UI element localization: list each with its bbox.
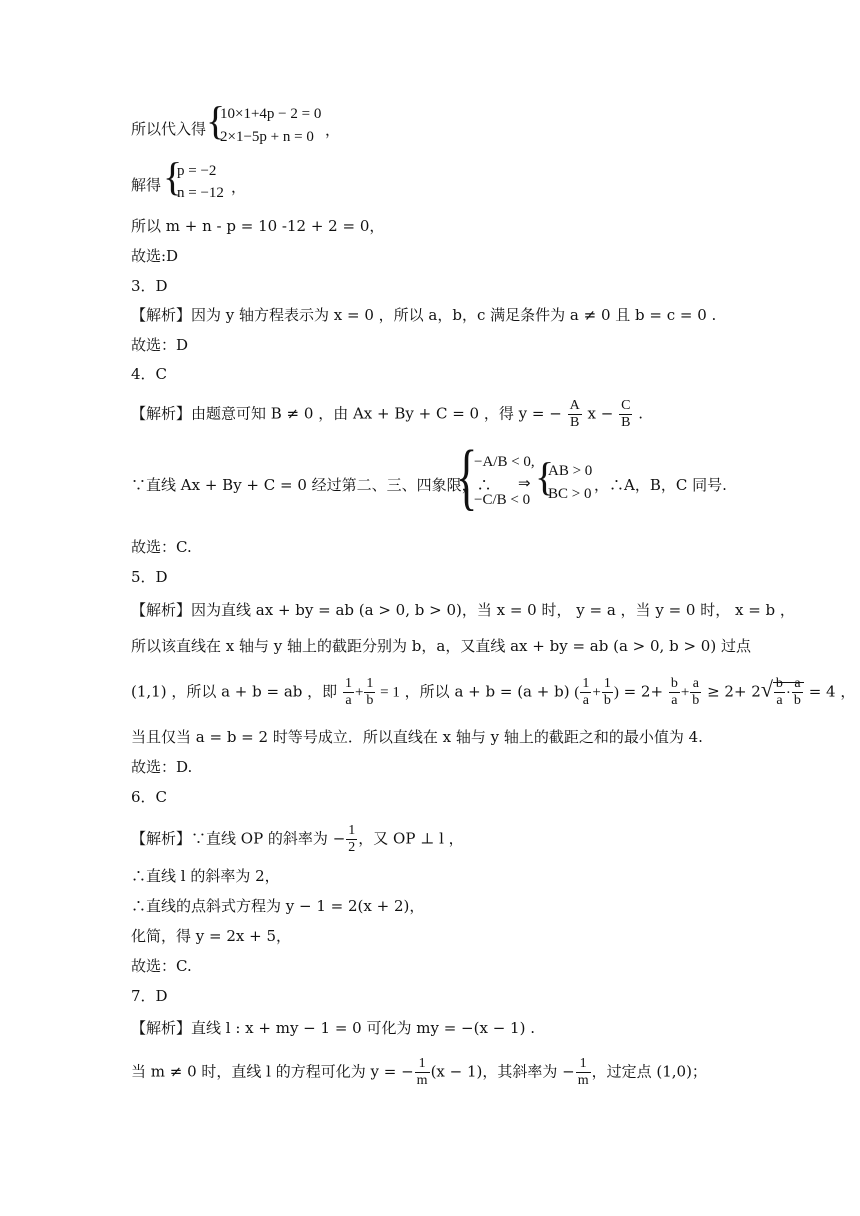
denominator: b [366,693,374,708]
fraction-1-over-b [602,676,613,709]
text-segment: x − [587,404,614,423]
denominator: b [793,693,801,708]
left-brace-icon: { [535,454,555,499]
inequality-bc: BC > 0 [548,486,592,502]
text-segment: = 4 ， [808,682,856,701]
numerator: 1 [582,676,590,691]
paren-open: ( [574,684,580,701]
denominator: a [582,693,589,708]
denominator: m [416,1073,428,1088]
text-segment: ≥ 2+ 2 [707,682,761,701]
question-6-line-2: ∴直线 l 的斜率为 2， [131,867,280,885]
inequality-ab: AB > 0 [548,463,593,479]
denominator: b [603,693,611,708]
question-6-heading: 6．C [131,788,168,806]
fraction-1-over-a [580,676,591,709]
denominator: b [692,693,700,708]
plus: + [680,684,690,701]
denominator: B [621,415,631,430]
denominator: B [569,415,580,430]
question-7-line-1: 【解析】直线 l : x + my − 1 = 0 可化为 my = −(x − 1) . [131,1019,535,1037]
equation-p: p = −2 [177,163,217,179]
denominator: 2 [348,840,356,855]
question-3-heading: 3．D [131,277,168,295]
solution-line-substitute [131,118,206,139]
numerator: A [569,398,580,413]
question-6-line-4: 化简，得 y = 2x + 5， [131,927,291,945]
question-4-answer: 故选：C. [131,538,192,556]
question-6-line-3: ∴直线的点斜式方程为 y − 1 = 2(x + 2)， [131,897,425,915]
plus: + [592,684,601,701]
question-5-line-1: 【解析】因为直线 ax + by = ab (a > 0, b > 0)，当 x = 0 时， y = a ，当 y = 0 时， x = b ， [131,601,795,619]
numerator: 1 [415,1056,430,1073]
denominator: a [345,693,352,708]
line-text: 解得 [131,176,162,194]
left-brace-icon: { [456,436,478,518]
line-text: 所以代入得 [131,120,207,138]
numerator: 1 [348,823,356,838]
question-4-conclusion: ，∴A，B，C 同号. [594,476,727,494]
text-segment: ，又 OP ⊥ l ， [358,829,464,848]
question-5-line-3 [131,676,855,709]
denominator: m [577,1073,589,1088]
equation-1: 10×1+4p − 2 = 0 [220,106,322,122]
numerator: a [792,676,803,693]
text-segment: 【解析】由题意可知 B ≠ 0 ，由 Ax + By + C = 0 ，得 y = − [131,404,562,423]
question-7-line-2 [131,1056,707,1089]
denominator: a [671,693,678,708]
text-segment: = 2+ [623,682,664,701]
question-3-answer: 故选：D [131,336,189,354]
fraction-a-over-b [792,676,803,709]
equation-2: 2×1−5p + n = 0 [220,129,314,145]
fraction-b-over-a [774,676,785,709]
question-5-line-2: 所以该直线在 x 轴与 y 轴上的截距分别为 b，a，又直线 ax + by = ab (a > 0, b > 0) 过点 [131,637,751,655]
fraction-b-over-a [669,676,680,709]
sqrt-icon: √ [760,676,773,702]
equals-one: = 1 [376,684,400,701]
question-5-answer: 故选：D. [131,758,193,776]
numerator: 1 [366,676,374,691]
inequality-2: −C/B < 0 [474,492,531,508]
fraction-1-over-b [364,676,375,709]
implies-icon: ⇒ [518,476,531,492]
fraction-1-over-a [343,676,354,709]
numerator: 1 [344,676,352,691]
numerator: b [775,676,783,691]
numerator: C [621,398,631,413]
numerator: b [670,676,678,691]
text-segment: ，所以 a + b = (a + b) [404,682,570,701]
question-3-explanation: 【解析】因为 y 轴方程表示为 x = 0 ，所以 a，b，c 满足条件为 a ≠ 0 且 b = c = 0 . [131,306,717,324]
fraction-a-over-b [568,398,582,431]
text-segment: (x − 1)，其斜率为 − [430,1062,575,1081]
numerator: 1 [576,1056,591,1073]
paren-close: ) [613,684,619,701]
fraction-1-over-2 [346,823,357,856]
equation-n: n = −12 [177,185,224,201]
dot: · [785,684,791,701]
fraction-1-over-m [576,1056,591,1089]
question-4-condition: ∵直线 Ax + By + C = 0 经过第二、三、四象限，∴ [131,476,492,494]
question-4-explanation [131,398,643,431]
numerator: 1 [603,676,611,691]
text-segment: . [638,404,643,423]
punct: ， [325,123,341,139]
text-segment: 【解析】∵直线 OP 的斜率为 − [131,829,346,848]
text-segment: (1,1) ，所以 a + b = ab ，即 [131,682,338,701]
inequality-1: −A/B < 0, [474,454,535,470]
text-segment: 当 m ≠ 0 时，直线 l 的方程可化为 y = − [131,1062,414,1081]
numerator: a [690,676,701,693]
question-5-heading: 5．D [131,568,168,586]
fraction-1-over-m [415,1056,430,1089]
answer-line: 故选:D [131,247,179,265]
solution-line-sum: 所以 m + n - p = 10 -12 + 2 = 0， [131,217,385,235]
question-7-heading: 7．D [131,987,168,1005]
plus: + [354,684,364,701]
solution-line-solve [131,174,161,195]
question-5-line-4: 当且仅当 a = b = 2 时等号成立．所以直线在 x 轴与 y 轴上的截距之和的最小值为 4. [131,728,703,746]
fraction-c-over-b [619,398,632,431]
question-6-answer: 故选：C. [131,957,192,975]
question-6-line-1 [131,823,464,856]
punct: ， [231,180,247,196]
text-segment: ，过定点 (1,0)； [591,1062,707,1081]
fraction-a-over-b [690,676,701,709]
left-brace-icon: { [163,154,183,199]
left-brace-icon: { [206,98,226,143]
question-4-heading: 4．C [131,365,168,383]
denominator: a [776,693,783,708]
